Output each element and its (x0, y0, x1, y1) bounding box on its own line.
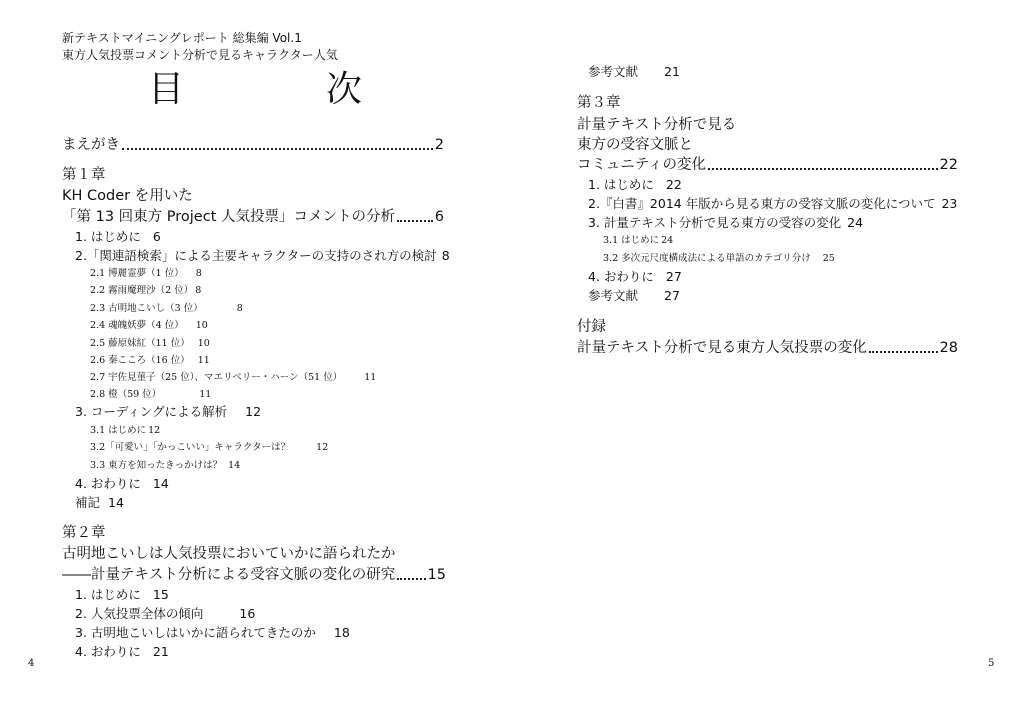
toc-entry[interactable] (588, 217, 863, 230)
entry-text: 3.1 はじめに (90, 425, 147, 436)
toc-entry[interactable] (75, 231, 161, 244)
entry-text: 21 (152, 644, 169, 659)
dot-leader (708, 168, 937, 170)
dot-leader (397, 578, 425, 580)
entry-text: 3.2「可愛い」「かっこいい」キャラクターは？ (90, 442, 291, 453)
entry-text: 3.3 東方を知ったきっかけは？ (90, 460, 223, 471)
entry-text: 23 (941, 196, 958, 211)
dot-leader (869, 351, 938, 353)
toc-entry[interactable] (75, 608, 255, 621)
entry-text: 2.8 橙（59 位） (90, 389, 162, 400)
entry-text: 18 (333, 625, 350, 640)
toc-preface[interactable] (62, 138, 444, 153)
entry-text: 3. コーディングによる解析 (75, 404, 228, 419)
entry-text: 8 (195, 268, 202, 279)
entry-page: 28 (939, 340, 958, 356)
page-number-right: 5 (988, 658, 995, 669)
entry-text: 1. はじめに (588, 177, 654, 192)
toc-entry[interactable] (75, 497, 124, 510)
entry-text: 27 (664, 288, 680, 303)
chapter-3-title-1: 計量テキスト分析で見る (577, 117, 737, 133)
entry-text: 8 (236, 303, 243, 314)
appendix-heading: 付録 (577, 319, 606, 335)
entry-text: 3. 古明地こいしはいかに語られてきたのか (75, 625, 316, 640)
entry-text: 2.7 宇佐見菫子（25 位）、マエリベリー・ハーン（51 位） (90, 372, 343, 383)
chapter-1-title-1: KH Coder を用いた (62, 188, 193, 204)
entry-text: 1. はじめに (75, 587, 141, 602)
toc-subentry[interactable] (603, 254, 835, 264)
chapter-3-title-2: 東方の受容文脈と (577, 137, 693, 153)
entry-text: 14 (108, 495, 124, 510)
toc-entry[interactable] (75, 478, 169, 491)
entry-text: 15 (152, 587, 169, 602)
toc-chapter-2[interactable] (62, 568, 446, 583)
entry-text: 8 (195, 285, 202, 296)
entry-text: 参考文献 (588, 288, 639, 303)
entry-text: 3.2 多次元尺度構成法による単語のカテゴリ分け (603, 253, 811, 264)
entry-text: 24 (847, 215, 864, 230)
entry-page: 6 (434, 209, 444, 225)
toc-appendix[interactable] (577, 341, 958, 356)
header-line-2: 東方人気投票コメント分析で見るキャラクター人気 (62, 48, 338, 62)
entry-text: 16 (239, 606, 256, 621)
entry-text: 2.2 霧雨魔理沙（2 位） (90, 285, 194, 296)
entry-text: 8 (441, 248, 450, 263)
toc-entry[interactable] (588, 271, 682, 284)
toc-subentry[interactable] (90, 304, 243, 314)
chapter-3-number: 第３章 (577, 95, 621, 111)
entry-text: 参考文献 (588, 64, 639, 79)
entry-text: 4. おわりに (588, 269, 654, 284)
toc-entry[interactable] (75, 627, 350, 640)
entry-text: 2.1 博麗霊夢（1 位） (90, 268, 184, 279)
toc-entry[interactable] (75, 646, 169, 659)
entry-text: 14 (228, 460, 241, 471)
entry-text: 12 (148, 425, 161, 436)
entry-label: 「第 13 回東方 Project 人気投票」コメントの分析 (62, 209, 395, 225)
entry-page: 22 (939, 157, 958, 173)
toc-subentry[interactable] (603, 236, 673, 246)
toc-entry[interactable] (588, 66, 680, 79)
chapter-1-number: 第１章 (62, 167, 106, 183)
entry-text: 4. おわりに (75, 644, 141, 659)
toc-subentry[interactable] (90, 269, 202, 279)
toc-entry[interactable] (588, 290, 680, 303)
entry-text: 2.『白書』2014 年版から見る東方の受容文脈の変化について (588, 196, 936, 211)
entry-text: 11 (197, 355, 210, 366)
entry-text: 10 (195, 320, 208, 331)
toc-entry[interactable] (75, 250, 450, 263)
entry-label: コミュニティの変化 (577, 157, 707, 173)
header-line-1: 新テキストマイニングレポート 総集編 Vol.1 (62, 31, 302, 45)
entry-text: 14 (152, 476, 169, 491)
entry-text: 3. 計量テキスト分析で見る東方の受容の変化 (588, 215, 842, 230)
entry-text: 補記 (75, 495, 101, 510)
toc-entry[interactable] (75, 406, 261, 419)
entry-text: 2.「関連語検索」による主要キャラクターの支持のされ方の検討 (75, 248, 437, 263)
toc-entry[interactable] (588, 198, 957, 211)
entry-text: 12 (316, 442, 329, 453)
chapter-2-title-1: 古明地こいしは人気投票においていかに語られたか (62, 546, 396, 562)
entry-text: 2.4 魂魄妖夢（4 位） (90, 320, 184, 331)
entry-text: 11 (364, 372, 377, 383)
entry-label: まえがき (62, 137, 120, 153)
entry-page: 15 (427, 567, 446, 583)
entry-text: 10 (197, 338, 210, 349)
entry-label: ――計量テキスト分析による受容文脈の変化の研究 (62, 567, 396, 583)
toc-entry[interactable] (75, 589, 169, 602)
entry-text: 2.6 秦こころ（16 位） (90, 355, 190, 366)
entry-text: 12 (245, 404, 262, 419)
dot-leader (397, 220, 433, 222)
entry-text: 2.3 古明地こいし（3 位） (90, 303, 203, 314)
entry-text: 27 (665, 269, 682, 284)
toc-subentry[interactable] (90, 373, 376, 383)
toc-subentry[interactable] (90, 321, 208, 331)
entry-text: 1. はじめに (75, 229, 141, 244)
toc-chapter-1[interactable] (62, 210, 444, 225)
toc-subentry[interactable] (90, 339, 210, 349)
entry-text: 25 (822, 253, 835, 264)
entry-text: 2.5 藤原妹紅（11 位） (90, 338, 190, 349)
page-number-left: 4 (28, 658, 35, 669)
entry-text: 11 (199, 389, 212, 400)
entry-text: 2. 人気投票全体の傾向 (75, 606, 204, 621)
toc-subentry[interactable] (90, 356, 210, 366)
toc-subentry[interactable] (90, 443, 328, 453)
entry-text: 24 (661, 235, 674, 246)
dot-leader (122, 148, 433, 150)
entry-text: 4. おわりに (75, 476, 141, 491)
toc-title-char-2: 次 (326, 69, 363, 110)
entry-text: 3.1 はじめに (603, 235, 660, 246)
toc-subentry[interactable] (90, 461, 240, 471)
entry-page: 2 (434, 137, 444, 153)
toc-chapter-3[interactable] (577, 158, 958, 173)
chapter-2-number: 第２章 (62, 525, 106, 541)
toc-entry[interactable] (588, 179, 682, 192)
entry-text: 6 (152, 229, 161, 244)
entry-label: 計量テキスト分析で見る東方人気投票の変化 (577, 340, 867, 356)
toc-subentry[interactable] (90, 286, 201, 296)
toc-subentry[interactable] (90, 390, 211, 400)
entry-text: 21 (664, 64, 680, 79)
entry-text: 22 (665, 177, 682, 192)
toc-subentry[interactable] (90, 426, 160, 436)
toc-title-char-1: 目 (148, 69, 185, 110)
